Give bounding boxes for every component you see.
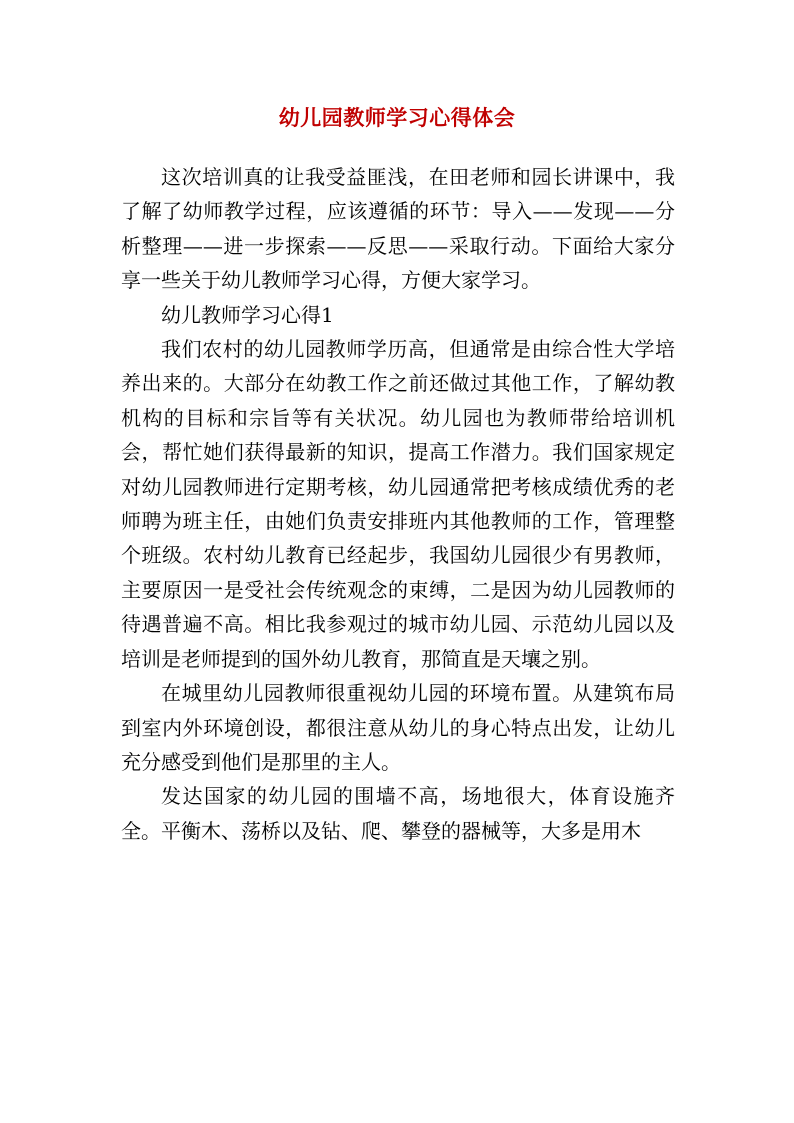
document-title: 幼儿园教师学习心得体会: [278, 105, 516, 130]
body-paragraph: 发达国家的幼儿园的围墙不高，场地很大，体育设施齐全。平衡木、荡桥以及钻、爬、攀登的器械等，大多是用木: [121, 784, 675, 843]
body-paragraph: 在城里幼儿园教师很重视幼儿园的环境布置。从建筑布局到室内外环境创设，都很注意从幼儿的身心特点出发，让幼儿充分感受到他们是那里的主人。: [121, 681, 675, 774]
document-body: [121, 160, 675, 848]
body-paragraph: 我们农村的幼儿园教师学历高，但通常是由综合性大学培养出来的。大部分在幼教工作之前还做过其他工作，了解幼教机构的目标和宗旨等有关状况。幼儿园也为教师带给培训机会，帮忙她们获得最新的知识，提高工作潜力。我们国家规定对幼儿园教师进行定期考核，幼儿园通常把考核成绩优秀的老师聘为班主任，由她们负责安排班内其他教师的工作，管理整个班级。农村幼儿教育已经起步，我国幼儿园很少有男教师，主要原因一是受社会传统观念的束缚，二是因为幼儿园教师的待遇普遍不高。相比我参观过的城市幼儿园、示范幼儿园以及培训是老师提到的国外幼儿教育，那简直是天壤之别。: [121, 337, 675, 671]
section-heading: 幼儿教师学习心得1: [161, 302, 334, 327]
intro-paragraph: 这次培训真的让我受益匪浅，在田老师和园长讲课中，我了解了幼师教学过程，应该遵循的环节：导入——发现——分析整理——进一步探索——反思——采取行动。下面给大家分享一些关于幼儿教师学习心得，方便大家学习。: [121, 165, 675, 293]
